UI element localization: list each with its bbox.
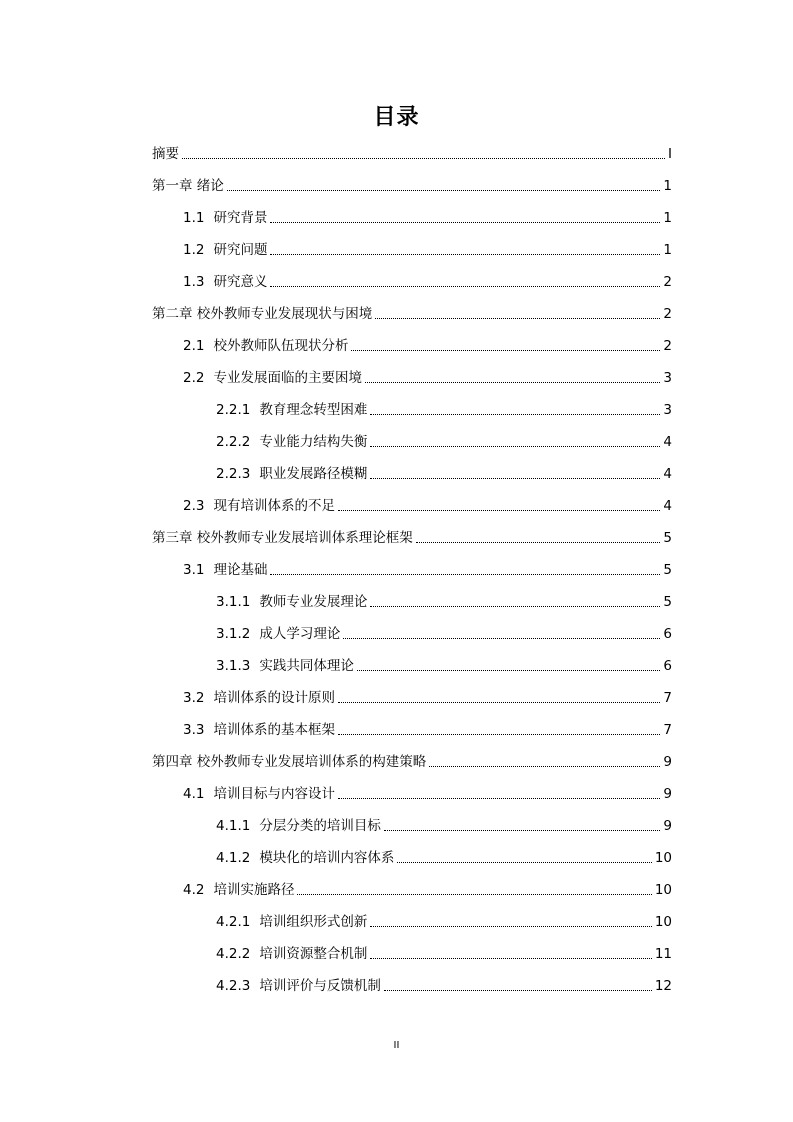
toc-entry[interactable]	[183, 239, 672, 261]
toc-entry-page: 12	[654, 978, 672, 994]
toc-entry-label	[152, 143, 179, 165]
dot-leader	[351, 350, 660, 351]
toc-entry[interactable]	[216, 975, 672, 997]
dot-leader	[370, 478, 660, 479]
dot-leader	[338, 510, 660, 511]
toc-entry-text: 摘要	[152, 146, 179, 162]
toc-entry[interactable]	[216, 591, 672, 613]
toc-entry-page: 5	[663, 530, 672, 546]
toc-entry-label	[183, 495, 335, 517]
toc-entry-label	[216, 463, 367, 485]
toc-entry-number: 3.2	[183, 690, 205, 706]
toc-entry[interactable]	[216, 399, 672, 421]
toc-entry-label	[216, 815, 381, 837]
toc-entry-number: 2.2.3	[216, 466, 251, 482]
toc-entry[interactable]	[183, 687, 672, 709]
toc-entry-text: 培训资源整合机制	[259, 946, 368, 962]
toc-entry-text: 成人学习理论	[259, 626, 341, 642]
dot-leader	[182, 158, 665, 159]
toc-entry-label	[183, 687, 335, 709]
toc-entry-number: 4.2.3	[216, 978, 251, 994]
toc-entry-number: 1.2	[183, 242, 205, 258]
toc-entry-label	[183, 239, 267, 261]
toc-entry-number: 2.1	[183, 338, 205, 354]
toc-entry-page: 1	[663, 210, 672, 226]
toc-entry-number: 3.1.1	[216, 594, 251, 610]
toc-entry-text: 教师专业发展理论	[259, 594, 368, 610]
dot-leader	[370, 414, 660, 415]
toc-entry-number: 3.1.3	[216, 658, 251, 674]
toc-entry[interactable]	[216, 463, 672, 485]
dot-leader	[227, 190, 661, 191]
dot-leader	[370, 958, 651, 959]
toc-entry-text: 专业能力结构失衡	[259, 434, 368, 450]
toc-entry-page: 6	[663, 626, 672, 642]
toc-entry-text: 模块化的培训内容体系	[259, 850, 395, 866]
toc-entry-text: 培训体系的基本框架	[213, 722, 335, 738]
dot-leader	[338, 798, 660, 799]
toc-entry-text: 实践共同体理论	[259, 658, 354, 674]
toc-entry[interactable]	[216, 431, 672, 453]
toc-entry[interactable]	[216, 847, 672, 869]
toc-entry[interactable]	[216, 655, 672, 677]
toc-entry-page: 10	[654, 882, 672, 898]
toc-entry-label	[183, 559, 267, 581]
toc-entry[interactable]	[183, 879, 672, 901]
dot-leader	[297, 894, 651, 895]
toc-entry-label	[152, 175, 224, 197]
toc-entry-page: 10	[654, 850, 672, 866]
toc-entry-number: 4.2.2	[216, 946, 251, 962]
toc-entry-number: 4.1.1	[216, 818, 251, 834]
toc-entry-number: 3.1.2	[216, 626, 251, 642]
toc-entry-number: 3.1	[183, 562, 205, 578]
toc-entry-text: 职业发展路径模糊	[259, 466, 368, 482]
dot-leader	[338, 702, 660, 703]
toc-entry-page: 1	[663, 242, 672, 258]
toc-entry-number: 2.2	[183, 370, 205, 386]
toc-entry-number: 4.2	[183, 882, 205, 898]
toc-title: 目录	[373, 105, 420, 130]
toc-entry-label	[183, 719, 335, 741]
toc-entry-page: 4	[663, 434, 672, 450]
dot-leader	[270, 286, 660, 287]
toc-entry[interactable]	[152, 527, 672, 549]
toc-entry-page: 3	[663, 370, 672, 386]
dot-leader	[370, 606, 660, 607]
toc-entry-page: 1	[663, 178, 672, 194]
toc-entry-label	[183, 879, 294, 901]
dot-leader	[416, 542, 661, 543]
toc-entry-text: 第四章 校外教师专业发展培训体系的构建策略	[152, 754, 427, 770]
toc-entry-page: 4	[663, 466, 672, 482]
toc-entry-page: 9	[663, 754, 672, 770]
toc-entry-label	[216, 431, 367, 453]
toc-entry-label	[183, 367, 362, 389]
toc-entry-label	[216, 943, 367, 965]
toc-entry-page: 2	[663, 274, 672, 290]
toc-entry-text: 培训实施路径	[213, 882, 295, 898]
toc-entry-text: 培训组织形式创新	[259, 914, 368, 930]
toc-entry-label	[216, 911, 367, 933]
toc-entry[interactable]	[152, 751, 672, 773]
toc-entry-text: 教育理念转型困难	[259, 402, 368, 418]
toc-entry-label	[152, 303, 372, 325]
toc-entry-text: 培训体系的设计原则	[213, 690, 335, 706]
toc-entry-page: 3	[663, 402, 672, 418]
toc-entry[interactable]	[152, 303, 672, 325]
dot-leader	[370, 446, 660, 447]
toc-entry-page: 9	[663, 786, 672, 802]
toc-entry-number: 4.2.1	[216, 914, 251, 930]
toc-entry-text: 研究背景	[213, 210, 268, 226]
dot-leader	[370, 926, 651, 927]
toc-entry[interactable]	[183, 719, 672, 741]
toc-entry[interactable]	[183, 207, 672, 229]
toc-entry-label	[152, 527, 413, 549]
dot-leader	[397, 862, 651, 863]
dot-leader	[384, 830, 661, 831]
toc-entry-number: 4.1	[183, 786, 205, 802]
toc-entry-page: 5	[663, 562, 672, 578]
toc-entry-text: 分层分类的培训目标	[259, 818, 381, 834]
toc-entry-text: 第一章 绪论	[152, 178, 224, 194]
toc-entry-page: 2	[663, 306, 672, 322]
toc-entry-page: 2	[663, 338, 672, 354]
toc-entry-text: 第三章 校外教师专业发展培训体系理论框架	[152, 530, 413, 546]
toc-entry-text: 培训评价与反馈机制	[259, 978, 381, 994]
toc-entry-number: 3.3	[183, 722, 205, 738]
toc-entry-label	[216, 623, 340, 645]
toc-entry-page: 5	[663, 594, 672, 610]
toc-entry-page: 9	[663, 818, 672, 834]
toc-entry-text: 校外教师队伍现状分析	[213, 338, 349, 354]
toc-entry-label	[216, 591, 367, 613]
toc-entry-number: 2.2.2	[216, 434, 251, 450]
toc-entry[interactable]	[183, 335, 672, 357]
dot-leader	[338, 734, 660, 735]
toc-entry-page: 7	[663, 722, 672, 738]
dot-leader	[357, 670, 661, 671]
dot-leader	[343, 638, 660, 639]
toc-entry-text: 第二章 校外教师专业发展现状与困境	[152, 306, 373, 322]
toc-entry-text: 理论基础	[213, 562, 268, 578]
toc-entry-text: 培训目标与内容设计	[213, 786, 335, 802]
toc-entry-text: 研究问题	[213, 242, 268, 258]
toc-entry-page: 10	[654, 914, 672, 930]
toc-entry-label	[183, 783, 335, 805]
dot-leader	[270, 254, 660, 255]
toc-entry-number: 2.3	[183, 498, 205, 514]
toc-entry-number: 2.2.1	[216, 402, 251, 418]
toc-entry[interactable]	[183, 495, 672, 517]
toc-entry[interactable]	[152, 143, 672, 165]
toc-entry[interactable]	[183, 271, 672, 293]
dot-leader	[270, 222, 660, 223]
toc-entry-label	[216, 847, 394, 869]
dot-leader	[270, 574, 660, 575]
toc-entry-number: 1.3	[183, 274, 205, 290]
toc-entry[interactable]	[183, 783, 672, 805]
toc-entry-label	[216, 975, 381, 997]
toc-entry-page: 11	[654, 946, 672, 962]
toc-entry[interactable]	[183, 559, 672, 581]
dot-leader	[375, 318, 660, 319]
toc-entry[interactable]	[216, 943, 672, 965]
toc-entry-label	[183, 207, 267, 229]
toc-entry[interactable]	[216, 623, 672, 645]
toc-entry-label	[183, 271, 267, 293]
toc-entry[interactable]	[152, 175, 672, 197]
toc-entry-label	[216, 655, 354, 677]
dot-leader	[365, 382, 660, 383]
page-number-footer: II	[393, 1040, 400, 1051]
dot-leader	[384, 990, 652, 991]
toc-entry[interactable]	[183, 367, 672, 389]
toc-entry[interactable]	[216, 815, 672, 837]
toc-entry-page: 4	[663, 498, 672, 514]
toc-entry-page: 7	[663, 690, 672, 706]
toc-entry-label	[152, 751, 426, 773]
toc-entry-text: 现有培训体系的不足	[213, 498, 335, 514]
toc-entry-text: 研究意义	[213, 274, 268, 290]
toc-entry-number: 1.1	[183, 210, 205, 226]
toc-entry[interactable]	[216, 911, 672, 933]
toc-entry-page: I	[668, 146, 672, 162]
dot-leader	[429, 766, 660, 767]
toc-entry-number: 4.1.2	[216, 850, 251, 866]
toc-entry-page: 6	[663, 658, 672, 674]
toc-entry-text: 专业发展面临的主要困境	[213, 370, 362, 386]
toc-entry-label	[216, 399, 367, 421]
toc-entry-label	[183, 335, 348, 357]
